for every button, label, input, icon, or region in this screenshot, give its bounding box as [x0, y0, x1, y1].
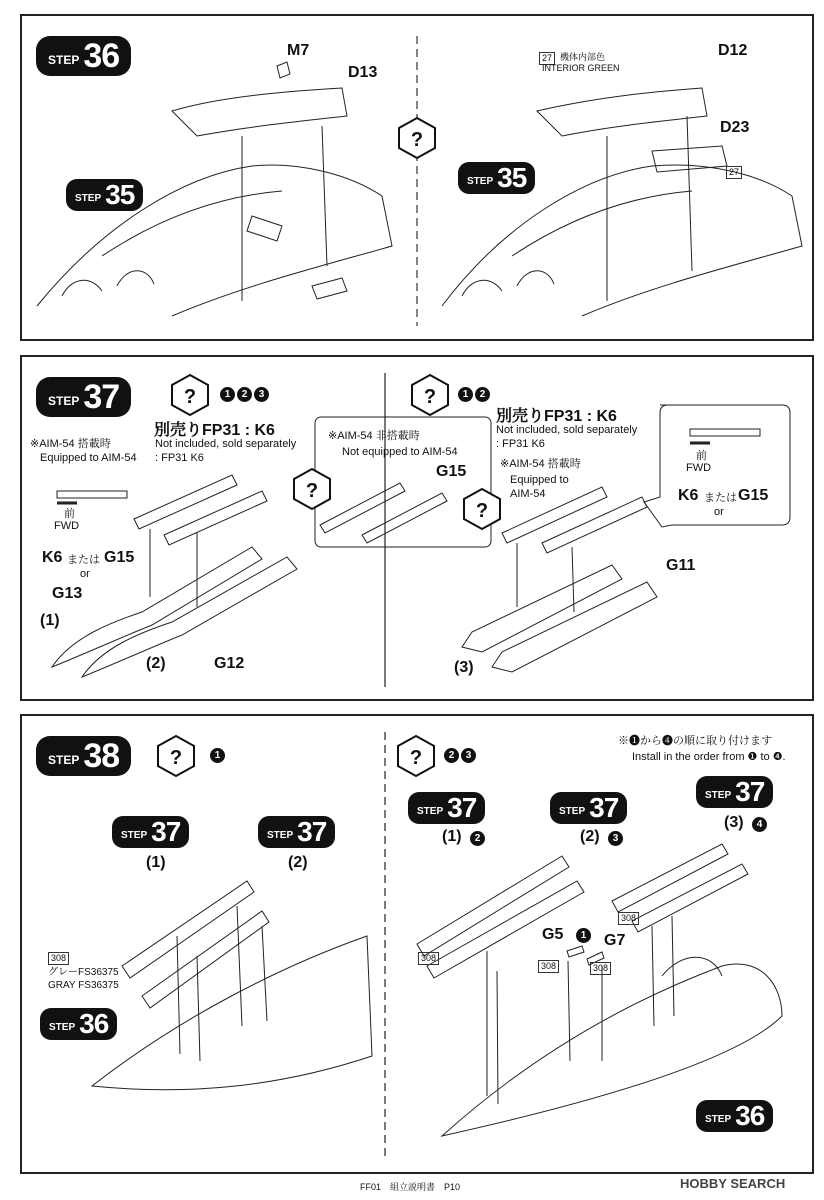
svg-text:?: ? [183, 386, 197, 408]
fwd-en: FWD [54, 520, 80, 532]
page-footer: FF01 組立説明書 P10 [360, 1182, 461, 1192]
g7-label: G7 [604, 932, 626, 949]
flip-view-icon-right [394, 734, 438, 778]
step-36-illustration [22, 16, 812, 339]
paint-en: INTERIOR GREEN [542, 63, 620, 73]
item-2-label: (2) [288, 854, 308, 871]
fwd-jp-bubble: 前 [696, 450, 707, 462]
aim-not-jp: ※AIM-54 非搭載時 [328, 430, 420, 442]
or-label: or [80, 568, 90, 580]
aim-equipped-en: Equipped to AIM-54 [40, 452, 137, 464]
flip-view-icon-mid [290, 467, 334, 511]
aim-equipped-jp: ※AIM-54 搭載時 [30, 438, 111, 450]
paint-code-27: 27 [539, 52, 555, 65]
step-number: 36 [83, 36, 120, 75]
sold-separately-part: : FP31 K6 [155, 452, 204, 464]
part-m7-label: M7 [287, 42, 310, 59]
mata-wa-bubble: または [704, 492, 737, 504]
k6-label: K6 [42, 549, 63, 566]
item-3-label: (3) [454, 659, 474, 676]
step-36-panel [20, 14, 814, 341]
order-2: 2 [470, 831, 485, 846]
step-36-ref-right: STEP 36 [696, 1100, 773, 1132]
install-order-jp: ※❶から❹の順に取り付けます [618, 735, 772, 747]
step-37-panel [20, 355, 814, 701]
flip-view-icon [395, 116, 439, 160]
step-38-badge: STEP 38 [36, 736, 131, 776]
svg-text:?: ? [410, 129, 424, 151]
aim-equipped-r-en2: AIM-54 [510, 488, 546, 500]
aim-equipped-r-en1: Equipped to [510, 474, 569, 486]
g15-bubble: G15 [738, 487, 769, 504]
step-37-ref-1: STEP 37 [112, 816, 189, 848]
mata-wa: または [67, 554, 100, 566]
step-number: 38 [83, 736, 120, 775]
k6-bubble: K6 [678, 487, 699, 504]
order-3: 3 [608, 831, 623, 846]
or-bubble: or [714, 506, 724, 518]
step-37-ref-r1: STEP 37 [408, 792, 485, 824]
sold-separately-title: 別売りFP31 : K6 [154, 422, 275, 439]
flip-view-icon [168, 373, 212, 417]
g12-label: G12 [214, 655, 245, 672]
paint-jp: 機体内部色 [560, 52, 606, 62]
svg-text:?: ? [169, 747, 183, 769]
step-35-badge-left: STEP 35 [66, 179, 143, 211]
aim-not-en: Not equipped to AIM-54 [342, 446, 458, 458]
item-1b-label: (1) [442, 828, 462, 845]
step-38-panel [20, 714, 814, 1174]
step-37-ref-r3: STEP 37 [696, 776, 773, 808]
watermark: HOBBY SEARCH [680, 1176, 786, 1191]
variant-numbers-right: 2 3 [444, 748, 476, 763]
item-1-label: (1) [146, 854, 166, 871]
g5-label: G5 [542, 926, 564, 943]
svg-text:?: ? [409, 747, 423, 769]
step-37-ref-r2: STEP 37 [550, 792, 627, 824]
step-word: STEP [48, 53, 80, 67]
step-number: 35 [105, 179, 135, 210]
paint-code-308: 308 [48, 952, 69, 965]
g15-mid-label: G15 [436, 463, 467, 480]
step-37-ref-2: STEP 37 [258, 816, 335, 848]
flip-view-icon-right [408, 373, 452, 417]
step-36-ref-left: STEP 36 [40, 1008, 117, 1040]
g13-label: G13 [52, 585, 83, 602]
item-2-label: (2) [146, 655, 166, 672]
part-d23-label: D23 [720, 119, 750, 136]
item-1-label: (1) [40, 612, 60, 629]
variant-numbers-left: 1 [210, 748, 225, 763]
fwd-en-bubble: FWD [686, 462, 712, 474]
step-number: 35 [497, 162, 527, 193]
step-35-badge-right: STEP 35 [458, 162, 535, 194]
order-4: 4 [752, 817, 767, 832]
step-number: 37 [83, 377, 120, 416]
g15-label: G15 [104, 549, 135, 566]
part-d12-label: D12 [718, 42, 748, 59]
sold-separately-en: Not included, sold separately [155, 438, 297, 450]
gray-en: GRAY FS36375 [48, 980, 119, 991]
flip-view-icon [154, 734, 198, 778]
paint-code-27b: 27 [726, 166, 742, 179]
variant-numbers-right: 1 2 [458, 387, 490, 402]
sold-separately-title-r: 別売りFP31 : K6 [496, 408, 617, 425]
variant-numbers-left: 1 2 3 [220, 387, 269, 402]
sold-separately-en-r: Not included, sold separately [496, 424, 638, 436]
svg-text:?: ? [305, 480, 319, 502]
fwd-jp: 前 [64, 508, 75, 520]
sold-separately-part-r: : FP31 K6 [496, 438, 545, 450]
paint-code-308-r1: 308 [418, 952, 439, 965]
paint-code-308-r4: 308 [618, 912, 639, 925]
g5-order-1: 1 [576, 928, 591, 943]
svg-text:?: ? [423, 386, 437, 408]
install-order-en: Install in the order from ❶ to ❹. [632, 751, 786, 763]
item-3b-label: (3) [724, 814, 744, 831]
svg-text:?: ? [475, 500, 489, 522]
part-d13-label: D13 [348, 64, 378, 81]
step-38-illustration [22, 716, 812, 1172]
item-2b-label: (2) [580, 828, 600, 845]
gray-jp: グレーFS36375 [48, 967, 119, 978]
step-36-badge [36, 36, 131, 76]
step-37-badge: STEP 37 [36, 377, 131, 417]
aim-equipped-r-jp: ※AIM-54 搭載時 [500, 458, 581, 470]
paint-code-308-r2: 308 [538, 960, 559, 973]
g11-label: G11 [666, 557, 696, 574]
paint-code-308-r3: 308 [590, 962, 611, 975]
flip-view-icon-mid2 [460, 487, 504, 531]
